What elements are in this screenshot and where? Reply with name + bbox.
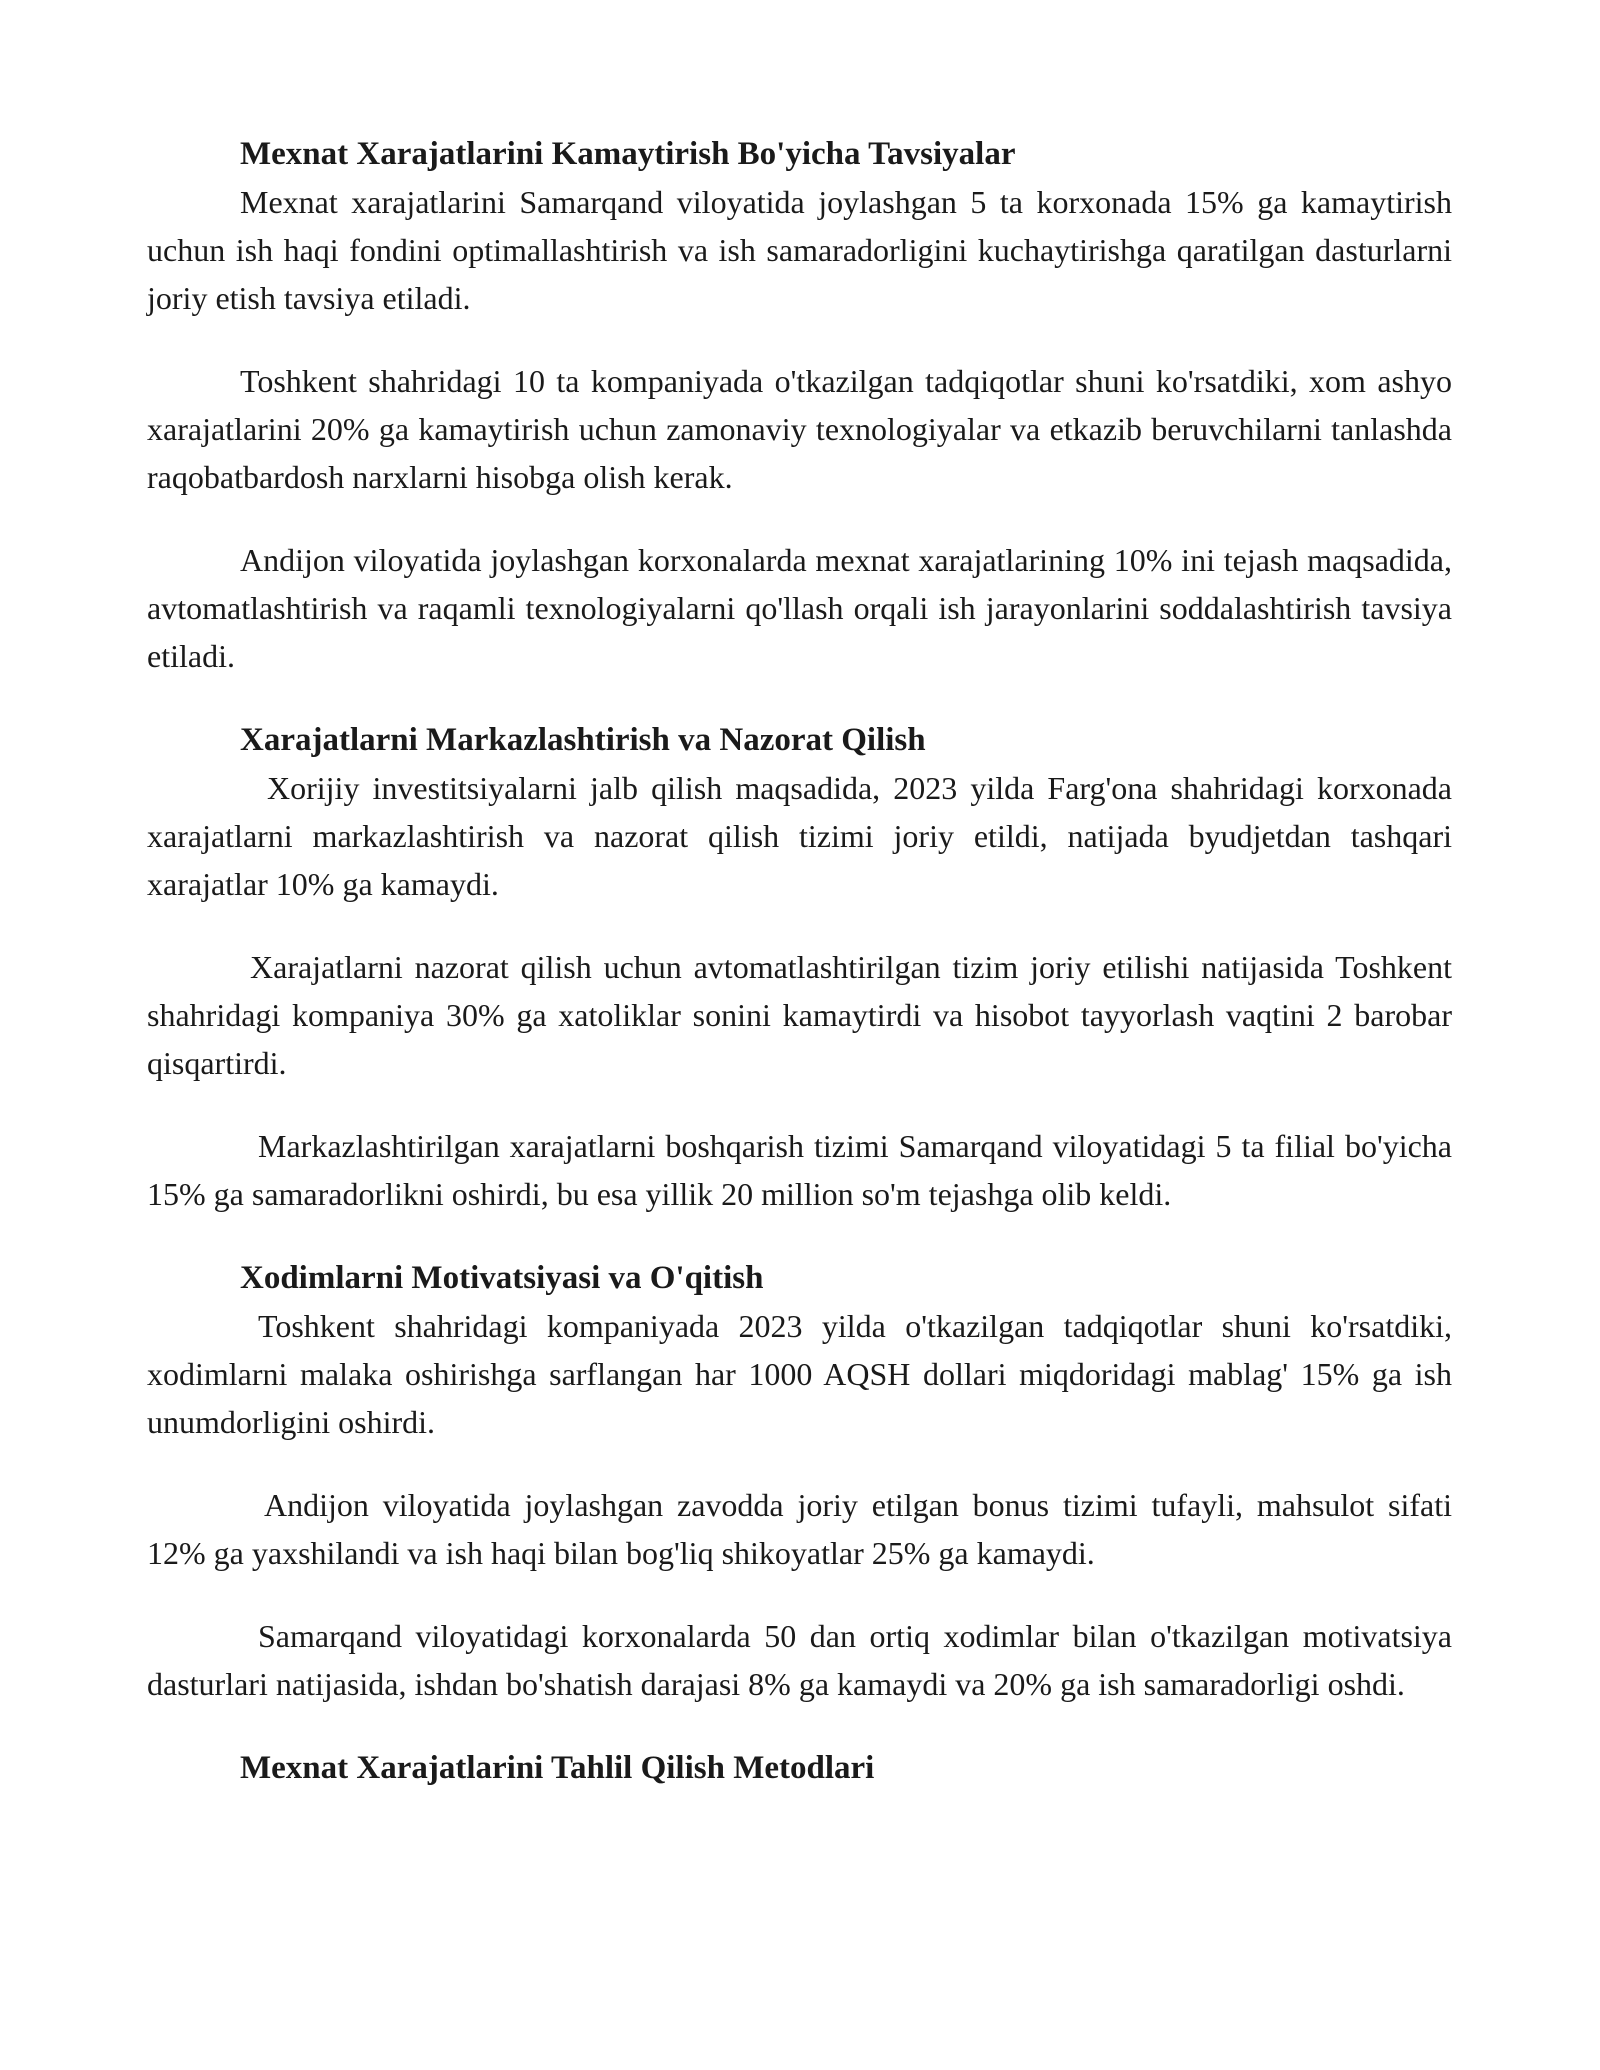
paragraph: Toshkent shahridagi kompaniyada 2023 yilda o'tkazilgan tadqiqotlar shuni ko'rsatdiki, xodimlarni malaka oshirishga sarflangan har 1000 AQSH dollari miqdoridagi mablag' 15% ga ish unumdorligini oshirdi. [147, 1308, 1452, 1440]
section-heading: Mexnat Xarajatlarini Tahlil Qilish Metodlari [240, 1750, 875, 1786]
paragraph: Xorijiy investitsiyalarni jalb qilish maqsadida, 2023 yilda Farg'ona shahridagi korxonada xarajatlarni markazlashtirish va nazorat qilish tizimi joriy etildi, natijada byudjetdan tashqari xarajatlar 10% ga kamaydi. [147, 770, 1452, 902]
section-heading: Xarajatlarni Markazlashtirish va Nazorat Qilish [240, 722, 926, 758]
paragraph: Andijon viloyatida joylashgan korxonalarda mexnat xarajatlarining 10% ini tejash maqsadida, avtomatlashtirish va raqamli texnologiyalarni qo'llash orqali ish jarayonlarini soddalashtirish tavsiya etiladi. [147, 542, 1452, 674]
section-heading: Xodimlarni Motivatsiyasi va O'qitish [240, 1260, 764, 1296]
paragraph: Mexnat xarajatlarini Samarqand viloyatida joylashgan 5 ta korxonada 15% ga kamaytirish uchun ish haqi fondini optimallashtirish va ish samaradorligini kuchaytirishga qaratilgan dasturlarni joriy etish tavsiya etiladi. [147, 184, 1452, 316]
paragraph: Markazlashtirilgan xarajatlarni boshqarish tizimi Samarqand viloyatidagi 5 ta filial bo'yicha 15% ga samaradorlikni oshirdi, bu esa yillik 20 million so'm tejashga olib keldi. [147, 1128, 1452, 1212]
document-page [147, 130, 1452, 1792]
paragraph: Andijon viloyatida joylashgan zavodda joriy etilgan bonus tizimi tufayli, mahsulot sifati 12% ga yaxshilandi va ish haqi bilan bog'liq shikoyatlar 25% ga kamaydi. [147, 1487, 1452, 1571]
paragraph: Xarajatlarni nazorat qilish uchun avtomatlashtirilgan tizim joriy etilishi natijasida Toshkent shahridagi kompaniya 30% ga xatoliklar sonini kamaytirdi va hisobot tayyorlash vaqtini 2 barobar qisqartirdi. [147, 949, 1452, 1081]
paragraph: Toshkent shahridagi 10 ta kompaniyada o'tkazilgan tadqiqotlar shuni ko'rsatdiki, xom ashyo xarajatlarini 20% ga kamaytirish uchun zamonaviy texnologiyalar va etkazib beruvchilarni tanlashda raqobatbardosh narxlarni hisobga olish kerak. [147, 363, 1452, 495]
section-heading: Mexnat Xarajatlarini Kamaytirish Bo'yicha Tavsiyalar [240, 136, 1016, 172]
paragraph: Samarqand viloyatidagi korxonalarda 50 dan ortiq xodimlar bilan o'tkazilgan motivatsiya dasturlari natijasida, ishdan bo'shatish darajasi 8% ga kamaydi va 20% ga ish samaradorligi oshdi. [147, 1618, 1452, 1702]
